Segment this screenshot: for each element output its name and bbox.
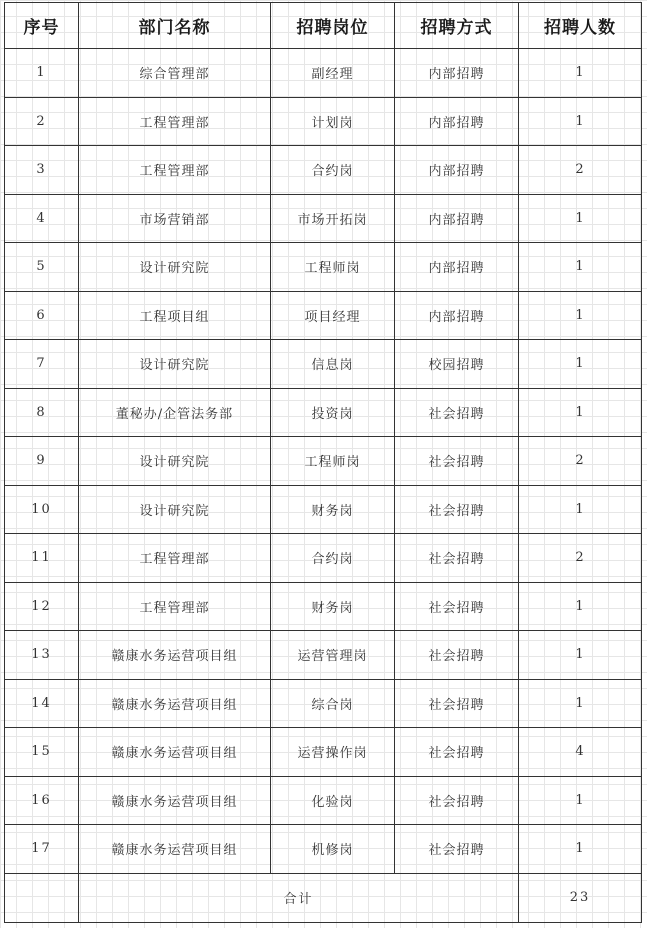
table-header [5,3,642,49]
table-body [5,49,642,874]
cell-seq: 16 [5,776,79,825]
cell-method: 社会招聘 [395,825,519,874]
cell-count: 1 [519,485,642,534]
table-row [5,340,642,389]
cell-count: 1 [519,49,642,98]
cell-seq: 8 [5,388,79,437]
cell-dept: 赣康水务运营项目组 [79,679,271,728]
cell-seq: 5 [5,243,79,292]
total-row [5,873,642,922]
cell-count: 1 [519,243,642,292]
cell-method: 内部招聘 [395,194,519,243]
cell-dept: 综合管理部 [79,49,271,98]
cell-position: 合约岗 [271,534,395,583]
table-row [5,679,642,728]
total-label: 合计 [79,873,519,922]
cell-seq: 17 [5,825,79,874]
cell-dept: 赣康水务运营项目组 [79,728,271,777]
table-row [5,776,642,825]
header-dept: 部门名称 [79,3,271,49]
cell-position: 机修岗 [271,825,395,874]
cell-dept: 设计研究院 [79,340,271,389]
cell-position: 工程师岗 [271,437,395,486]
cell-position: 财务岗 [271,582,395,631]
cell-method: 内部招聘 [395,291,519,340]
table-row [5,728,642,777]
cell-dept: 设计研究院 [79,437,271,486]
table-row [5,243,642,292]
cell-count: 4 [519,728,642,777]
cell-count: 1 [519,291,642,340]
table-row [5,534,642,583]
cell-count: 2 [519,146,642,195]
cell-position: 信息岗 [271,340,395,389]
cell-seq: 15 [5,728,79,777]
table-row [5,485,642,534]
cell-seq: 2 [5,97,79,146]
cell-position: 工程师岗 [271,243,395,292]
cell-position: 运营操作岗 [271,728,395,777]
cell-position: 副经理 [271,49,395,98]
table-row [5,825,642,874]
cell-count: 2 [519,437,642,486]
cell-count: 1 [519,582,642,631]
cell-method: 社会招聘 [395,534,519,583]
cell-dept: 赣康水务运营项目组 [79,776,271,825]
cell-seq: 13 [5,631,79,680]
cell-method: 社会招聘 [395,631,519,680]
cell-position: 化验岗 [271,776,395,825]
cell-position: 运营管理岗 [271,631,395,680]
cell-method: 社会招聘 [395,485,519,534]
cell-seq: 7 [5,340,79,389]
cell-count: 1 [519,631,642,680]
cell-position: 合约岗 [271,146,395,195]
cell-method: 社会招聘 [395,437,519,486]
cell-seq: 10 [5,485,79,534]
cell-count: 1 [519,97,642,146]
cell-method: 内部招聘 [395,146,519,195]
cell-dept: 工程项目组 [79,291,271,340]
cell-dept: 设计研究院 [79,485,271,534]
cell-method: 社会招聘 [395,582,519,631]
cell-seq: 6 [5,291,79,340]
cell-method: 社会招聘 [395,679,519,728]
cell-seq: 4 [5,194,79,243]
cell-method: 社会招聘 [395,776,519,825]
cell-count: 2 [519,534,642,583]
header-method: 招聘方式 [395,3,519,49]
cell-count: 1 [519,825,642,874]
cell-count: 1 [519,776,642,825]
cell-method: 社会招聘 [395,388,519,437]
cell-seq: 1 [5,49,79,98]
table-row [5,194,642,243]
table-footer [5,873,642,922]
cell-dept: 工程管理部 [79,97,271,146]
cell-seq: 3 [5,146,79,195]
header-position: 招聘岗位 [271,3,395,49]
cell-dept: 赣康水务运营项目组 [79,825,271,874]
cell-count: 1 [519,388,642,437]
cell-seq: 12 [5,582,79,631]
cell-dept: 市场营销部 [79,194,271,243]
cell-position: 项目经理 [271,291,395,340]
cell-method: 社会招聘 [395,728,519,777]
cell-count: 1 [519,194,642,243]
cell-count: 1 [519,679,642,728]
cell-dept: 工程管理部 [79,534,271,583]
cell-method: 内部招聘 [395,243,519,292]
recruitment-table [4,2,642,923]
cell-dept: 董秘办/企管法务部 [79,388,271,437]
cell-method: 内部招聘 [395,97,519,146]
table-row [5,291,642,340]
header-row [5,3,642,49]
table-row [5,437,642,486]
total-empty-cell [5,873,79,922]
cell-position: 投资岗 [271,388,395,437]
cell-seq: 9 [5,437,79,486]
header-count: 招聘人数 [519,3,642,49]
table-row [5,582,642,631]
total-count: 23 [519,873,642,922]
cell-method: 内部招聘 [395,49,519,98]
table-row [5,97,642,146]
cell-method: 校园招聘 [395,340,519,389]
table-row [5,388,642,437]
cell-position: 市场开拓岗 [271,194,395,243]
cell-seq: 14 [5,679,79,728]
table-row [5,146,642,195]
cell-seq: 11 [5,534,79,583]
table-row [5,631,642,680]
header-seq: 序号 [5,3,79,49]
cell-dept: 赣康水务运营项目组 [79,631,271,680]
cell-position: 计划岗 [271,97,395,146]
cell-dept: 设计研究院 [79,243,271,292]
cell-dept: 工程管理部 [79,146,271,195]
cell-dept: 工程管理部 [79,582,271,631]
cell-position: 财务岗 [271,485,395,534]
cell-position: 综合岗 [271,679,395,728]
table-row [5,49,642,98]
cell-count: 1 [519,340,642,389]
